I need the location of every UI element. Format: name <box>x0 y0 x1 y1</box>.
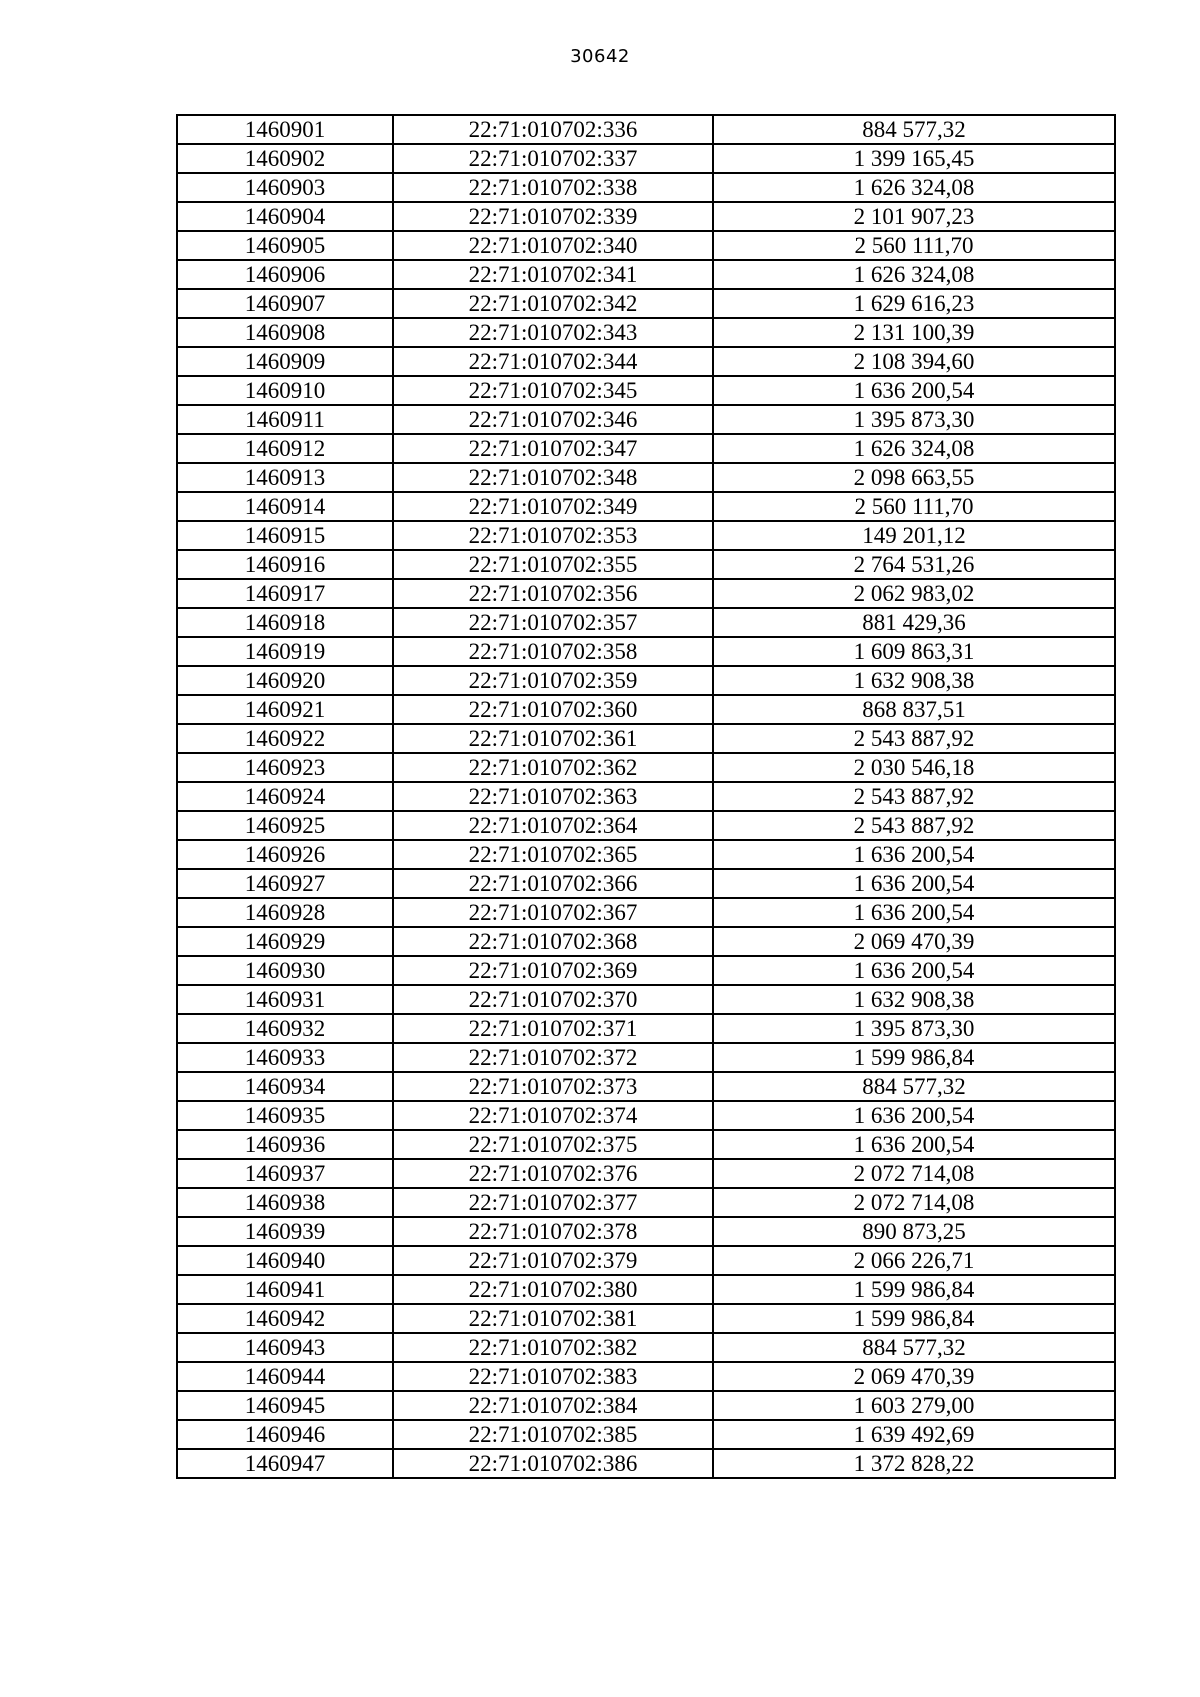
cadastral-value-cell: 1 636 200,54 <box>713 1101 1115 1130</box>
cadastral-number-cell: 22:71:010702:370 <box>393 985 713 1014</box>
table-row <box>177 115 1115 144</box>
table-row <box>177 985 1115 1014</box>
row-number-cell: 1460929 <box>177 927 393 956</box>
row-number-cell: 1460920 <box>177 666 393 695</box>
table-row <box>177 956 1115 985</box>
row-number-cell: 1460933 <box>177 1043 393 1072</box>
table-row <box>177 550 1115 579</box>
cadastral-value-cell: 884 577,32 <box>713 115 1115 144</box>
cadastral-value-cell: 2 543 887,92 <box>713 811 1115 840</box>
row-number-cell: 1460906 <box>177 260 393 289</box>
cadastral-value-cell: 2 030 546,18 <box>713 753 1115 782</box>
cadastral-value-cell: 1 629 616,23 <box>713 289 1115 318</box>
cadastral-number-cell: 22:71:010702:367 <box>393 898 713 927</box>
cadastral-number-cell: 22:71:010702:342 <box>393 289 713 318</box>
row-number-cell: 1460915 <box>177 521 393 550</box>
table-row <box>177 1188 1115 1217</box>
cadastral-value-cell: 1 636 200,54 <box>713 376 1115 405</box>
page-number: 30642 <box>570 46 630 67</box>
table-row <box>177 434 1115 463</box>
table-row <box>177 898 1115 927</box>
table-row <box>177 347 1115 376</box>
cadastral-number-cell: 22:71:010702:358 <box>393 637 713 666</box>
table-row <box>177 202 1115 231</box>
cadastral-number-cell: 22:71:010702:346 <box>393 405 713 434</box>
cadastral-value-cell: 1 636 200,54 <box>713 956 1115 985</box>
table-row <box>177 492 1115 521</box>
cadastral-value-cell: 2 062 983,02 <box>713 579 1115 608</box>
cadastral-value-cell: 1 632 908,38 <box>713 985 1115 1014</box>
row-number-cell: 1460926 <box>177 840 393 869</box>
cadastral-value-cell: 1 632 908,38 <box>713 666 1115 695</box>
row-number-cell: 1460943 <box>177 1333 393 1362</box>
table-row <box>177 231 1115 260</box>
cadastral-number-cell: 22:71:010702:379 <box>393 1246 713 1275</box>
cadastral-value-cell: 1 626 324,08 <box>713 434 1115 463</box>
row-number-cell: 1460907 <box>177 289 393 318</box>
row-number-cell: 1460932 <box>177 1014 393 1043</box>
cadastral-value-cell: 1 636 200,54 <box>713 840 1115 869</box>
cadastral-number-cell: 22:71:010702:383 <box>393 1362 713 1391</box>
row-number-cell: 1460918 <box>177 608 393 637</box>
table-row <box>177 782 1115 811</box>
row-number-cell: 1460904 <box>177 202 393 231</box>
cadastral-value-cell: 1 399 165,45 <box>713 144 1115 173</box>
cadastral-number-cell: 22:71:010702:363 <box>393 782 713 811</box>
row-number-cell: 1460901 <box>177 115 393 144</box>
table-row <box>177 1420 1115 1449</box>
table-row <box>177 1217 1115 1246</box>
cadastral-number-cell: 22:71:010702:369 <box>393 956 713 985</box>
row-number-cell: 1460941 <box>177 1275 393 1304</box>
cadastral-number-cell: 22:71:010702:348 <box>393 463 713 492</box>
table-row <box>177 289 1115 318</box>
cadastral-value-cell: 1 636 200,54 <box>713 869 1115 898</box>
table-row <box>177 1101 1115 1130</box>
table-row <box>177 173 1115 202</box>
cadastral-number-cell: 22:71:010702:355 <box>393 550 713 579</box>
cadastral-number-cell: 22:71:010702:373 <box>393 1072 713 1101</box>
row-number-cell: 1460902 <box>177 144 393 173</box>
cadastral-number-cell: 22:71:010702:356 <box>393 579 713 608</box>
table-row <box>177 1362 1115 1391</box>
table-row <box>177 1014 1115 1043</box>
cadastral-value-cell: 1 599 986,84 <box>713 1043 1115 1072</box>
cadastral-number-cell: 22:71:010702:365 <box>393 840 713 869</box>
row-number-cell: 1460914 <box>177 492 393 521</box>
row-number-cell: 1460924 <box>177 782 393 811</box>
row-number-cell: 1460945 <box>177 1391 393 1420</box>
row-number-cell: 1460928 <box>177 898 393 927</box>
cadastral-number-cell: 22:71:010702:345 <box>393 376 713 405</box>
cadastral-number-cell: 22:71:010702:375 <box>393 1130 713 1159</box>
row-number-cell: 1460917 <box>177 579 393 608</box>
row-number-cell: 1460931 <box>177 985 393 1014</box>
cadastral-number-cell: 22:71:010702:377 <box>393 1188 713 1217</box>
cadastral-number-cell: 22:71:010702:337 <box>393 144 713 173</box>
cadastral-number-cell: 22:71:010702:364 <box>393 811 713 840</box>
cadastral-value-cell: 1 599 986,84 <box>713 1304 1115 1333</box>
table-row <box>177 695 1115 724</box>
cadastral-value-cell: 884 577,32 <box>713 1072 1115 1101</box>
table-row <box>177 1449 1115 1478</box>
table-row <box>177 376 1115 405</box>
table-row <box>177 1246 1115 1275</box>
cadastral-value-cell: 1 639 492,69 <box>713 1420 1115 1449</box>
table-row <box>177 579 1115 608</box>
table-row <box>177 144 1115 173</box>
cadastral-value-cell: 1 626 324,08 <box>713 260 1115 289</box>
row-number-cell: 1460919 <box>177 637 393 666</box>
row-number-cell: 1460927 <box>177 869 393 898</box>
row-number-cell: 1460935 <box>177 1101 393 1130</box>
table-row <box>177 637 1115 666</box>
row-number-cell: 1460916 <box>177 550 393 579</box>
cadastral-number-cell: 22:71:010702:343 <box>393 318 713 347</box>
row-number-cell: 1460911 <box>177 405 393 434</box>
cadastral-number-cell: 22:71:010702:353 <box>393 521 713 550</box>
cadastral-number-cell: 22:71:010702:378 <box>393 1217 713 1246</box>
row-number-cell: 1460903 <box>177 173 393 202</box>
cadastral-number-cell: 22:71:010702:386 <box>393 1449 713 1478</box>
cadastral-number-cell: 22:71:010702:381 <box>393 1304 713 1333</box>
table-row <box>177 840 1115 869</box>
cadastral-value-cell: 149 201,12 <box>713 521 1115 550</box>
cadastral-number-cell: 22:71:010702:380 <box>393 1275 713 1304</box>
cadastral-number-cell: 22:71:010702:372 <box>393 1043 713 1072</box>
cadastral-value-cell: 2 066 226,71 <box>713 1246 1115 1275</box>
table-row <box>177 1043 1115 1072</box>
table-row <box>177 608 1115 637</box>
row-number-cell: 1460947 <box>177 1449 393 1478</box>
row-number-cell: 1460946 <box>177 1420 393 1449</box>
cadastral-value-cell: 2 108 394,60 <box>713 347 1115 376</box>
cadastral-value-cell: 2 764 531,26 <box>713 550 1115 579</box>
cadastral-number-cell: 22:71:010702:349 <box>393 492 713 521</box>
cadastral-value-cell: 1 636 200,54 <box>713 898 1115 927</box>
table-row <box>177 1391 1115 1420</box>
cadastral-number-cell: 22:71:010702:368 <box>393 927 713 956</box>
cadastral-number-cell: 22:71:010702:338 <box>393 173 713 202</box>
table-row <box>177 463 1115 492</box>
row-number-cell: 1460939 <box>177 1217 393 1246</box>
table-row <box>177 521 1115 550</box>
row-number-cell: 1460923 <box>177 753 393 782</box>
row-number-cell: 1460944 <box>177 1362 393 1391</box>
row-number-cell: 1460908 <box>177 318 393 347</box>
cadastral-value-cell: 1 609 863,31 <box>713 637 1115 666</box>
cadastral-number-cell: 22:71:010702:340 <box>393 231 713 260</box>
table-row <box>177 1275 1115 1304</box>
cadastral-value-cell: 2 069 470,39 <box>713 927 1115 956</box>
cadastral-number-cell: 22:71:010702:366 <box>393 869 713 898</box>
row-number-cell: 1460905 <box>177 231 393 260</box>
cadastral-value-cell: 2 069 470,39 <box>713 1362 1115 1391</box>
cadastral-value-cell: 1 626 324,08 <box>713 173 1115 202</box>
cadastral-number-cell: 22:71:010702:374 <box>393 1101 713 1130</box>
cadastral-value-cell: 2 101 907,23 <box>713 202 1115 231</box>
cadastral-value-cell: 2 098 663,55 <box>713 463 1115 492</box>
cadastral-number-cell: 22:71:010702:357 <box>393 608 713 637</box>
table-row <box>177 927 1115 956</box>
cadastral-value-table <box>176 114 1116 1479</box>
cadastral-value-cell: 2 560 111,70 <box>713 231 1115 260</box>
row-number-cell: 1460912 <box>177 434 393 463</box>
table-row <box>177 318 1115 347</box>
cadastral-number-cell: 22:71:010702:347 <box>393 434 713 463</box>
row-number-cell: 1460938 <box>177 1188 393 1217</box>
cadastral-number-cell: 22:71:010702:362 <box>393 753 713 782</box>
cadastral-value-cell: 2 072 714,08 <box>713 1159 1115 1188</box>
cadastral-value-cell: 881 429,36 <box>713 608 1115 637</box>
row-number-cell: 1460942 <box>177 1304 393 1333</box>
cadastral-value-cell: 1 395 873,30 <box>713 405 1115 434</box>
cadastral-number-cell: 22:71:010702:382 <box>393 1333 713 1362</box>
cadastral-value-cell: 1 636 200,54 <box>713 1130 1115 1159</box>
cadastral-value-cell: 2 072 714,08 <box>713 1188 1115 1217</box>
table-row <box>177 1333 1115 1362</box>
cadastral-number-cell: 22:71:010702:384 <box>393 1391 713 1420</box>
row-number-cell: 1460922 <box>177 724 393 753</box>
cadastral-value-cell: 2 543 887,92 <box>713 724 1115 753</box>
row-number-cell: 1460936 <box>177 1130 393 1159</box>
cadastral-number-cell: 22:71:010702:344 <box>393 347 713 376</box>
table-row <box>177 1159 1115 1188</box>
table-row <box>177 753 1115 782</box>
row-number-cell: 1460921 <box>177 695 393 724</box>
cadastral-value-cell: 890 873,25 <box>713 1217 1115 1246</box>
table-row <box>177 724 1115 753</box>
cadastral-value-cell: 1 395 873,30 <box>713 1014 1115 1043</box>
cadastral-value-cell: 2 543 887,92 <box>713 782 1115 811</box>
cadastral-value-cell: 1 372 828,22 <box>713 1449 1115 1478</box>
table-row <box>177 1304 1115 1333</box>
table-row <box>177 405 1115 434</box>
cadastral-value-cell: 2 560 111,70 <box>713 492 1115 521</box>
table-row <box>177 1130 1115 1159</box>
table-row <box>177 1072 1115 1101</box>
cadastral-value-cell: 1 603 279,00 <box>713 1391 1115 1420</box>
cadastral-number-cell: 22:71:010702:385 <box>393 1420 713 1449</box>
row-number-cell: 1460934 <box>177 1072 393 1101</box>
table-row <box>177 811 1115 840</box>
cadastral-number-cell: 22:71:010702:360 <box>393 695 713 724</box>
cadastral-value-cell: 868 837,51 <box>713 695 1115 724</box>
row-number-cell: 1460930 <box>177 956 393 985</box>
row-number-cell: 1460913 <box>177 463 393 492</box>
row-number-cell: 1460940 <box>177 1246 393 1275</box>
cadastral-number-cell: 22:71:010702:336 <box>393 115 713 144</box>
table-row <box>177 869 1115 898</box>
cadastral-number-cell: 22:71:010702:359 <box>393 666 713 695</box>
table-body <box>177 115 1115 1478</box>
cadastral-value-cell: 884 577,32 <box>713 1333 1115 1362</box>
cadastral-number-cell: 22:71:010702:341 <box>393 260 713 289</box>
cadastral-value-cell: 1 599 986,84 <box>713 1275 1115 1304</box>
cadastral-number-cell: 22:71:010702:361 <box>393 724 713 753</box>
table-row <box>177 260 1115 289</box>
row-number-cell: 1460909 <box>177 347 393 376</box>
cadastral-number-cell: 22:71:010702:339 <box>393 202 713 231</box>
cadastral-number-cell: 22:71:010702:371 <box>393 1014 713 1043</box>
table-row <box>177 666 1115 695</box>
cadastral-number-cell: 22:71:010702:376 <box>393 1159 713 1188</box>
row-number-cell: 1460937 <box>177 1159 393 1188</box>
row-number-cell: 1460925 <box>177 811 393 840</box>
row-number-cell: 1460910 <box>177 376 393 405</box>
cadastral-value-cell: 2 131 100,39 <box>713 318 1115 347</box>
